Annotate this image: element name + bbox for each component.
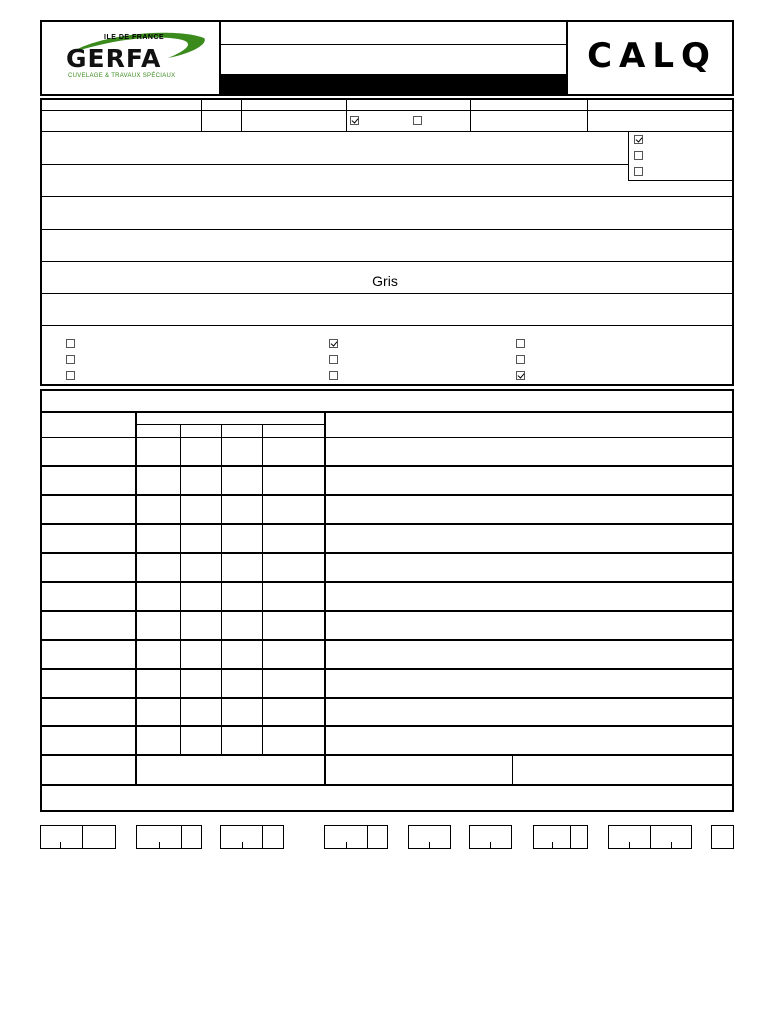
form-row1-col-divider [587, 99, 588, 131]
form-row-divider [41, 325, 733, 326]
table-header-bottom [41, 437, 733, 438]
form-row-divider [41, 261, 733, 262]
table-footer-divider [41, 784, 733, 786]
table-block [40, 389, 734, 812]
table-row [41, 725, 733, 727]
code-box-tick [629, 842, 630, 849]
colour-value: Gris [372, 273, 398, 289]
code-box-tick [671, 842, 672, 849]
code-box-tick [82, 825, 83, 849]
code-box-tick [346, 842, 347, 849]
code-box-tick [367, 825, 368, 849]
form-row1-col-divider [201, 99, 202, 131]
code-box-tick [552, 842, 553, 849]
code-box[interactable] [533, 825, 588, 849]
row1-checkbox-no[interactable] [413, 116, 422, 125]
option-checkbox[interactable] [516, 355, 525, 364]
table-row [41, 754, 733, 756]
option-checkbox[interactable] [329, 339, 338, 348]
form-row1-col-divider [346, 99, 347, 131]
code-box[interactable] [220, 825, 284, 849]
form-row-divider [41, 293, 733, 294]
code-box-tick [159, 842, 160, 849]
header-black-band [220, 74, 567, 94]
table-title-divider [41, 411, 733, 413]
code-box-tick [429, 842, 430, 849]
table-col-divider [512, 755, 513, 785]
form-row-divider [41, 164, 629, 165]
option-checkbox[interactable] [329, 371, 338, 380]
table-col-divider [135, 412, 137, 785]
form-row-divider [41, 229, 733, 230]
side-checkbox-3[interactable] [634, 167, 643, 176]
option-checkbox[interactable] [516, 339, 525, 348]
calq-title: CALQ [587, 36, 717, 76]
side-checkbox-1[interactable] [634, 135, 643, 144]
logo-region-text: ILE DE FRANCE [104, 34, 165, 41]
code-box-tick [242, 842, 243, 849]
gerfa-logo [58, 28, 208, 86]
code-box[interactable] [711, 825, 734, 849]
table-row [41, 668, 733, 670]
form-row1-col-divider [470, 99, 471, 131]
table-col-divider [221, 424, 222, 755]
table-row [41, 494, 733, 496]
option-checkbox[interactable] [329, 355, 338, 364]
side-checkbox-2[interactable] [634, 151, 643, 160]
form-row1-top-divider [41, 110, 733, 111]
table-row [41, 610, 733, 612]
code-box-tick [490, 842, 491, 849]
code-box-tick [60, 842, 61, 849]
option-checkbox[interactable] [66, 355, 75, 364]
code-box-tick [570, 825, 571, 849]
form-row-divider [41, 196, 733, 197]
code-box-tick [650, 825, 651, 849]
logo-brand-text: GERFA [66, 44, 162, 73]
table-row [41, 581, 733, 583]
table-subheader-divider [136, 424, 325, 425]
code-box[interactable] [136, 825, 202, 849]
option-checkbox[interactable] [66, 371, 75, 380]
option-checkbox[interactable] [516, 371, 525, 380]
option-checkbox[interactable] [66, 339, 75, 348]
table-row [41, 523, 733, 525]
table-col-divider [324, 412, 326, 785]
logo-tagline-text: CUVELAGE & TRAVAUX SPÉCIAUX [68, 73, 176, 79]
table-col-divider [262, 424, 263, 755]
table-row [41, 697, 733, 699]
side-checkbox-box [628, 131, 733, 181]
table-row [41, 465, 733, 467]
code-box-tick [262, 825, 263, 849]
row1-checkbox-yes[interactable] [350, 116, 359, 125]
table-row [41, 639, 733, 641]
table-col-divider [180, 424, 181, 755]
form-row1-col-divider [241, 99, 242, 131]
code-box[interactable] [40, 825, 116, 849]
table-row [41, 552, 733, 554]
code-box-tick [181, 825, 182, 849]
header-middle-divider [220, 44, 567, 45]
code-box[interactable] [324, 825, 388, 849]
